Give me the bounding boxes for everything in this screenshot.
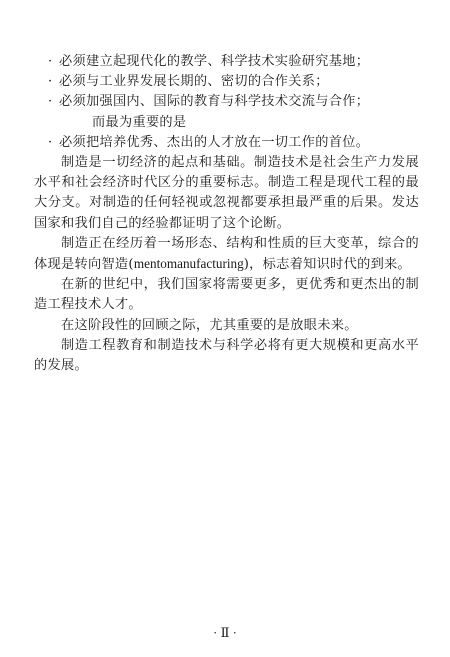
paragraph-future-development <box>34 336 419 376</box>
page-body <box>34 52 419 376</box>
bullet-dot: · <box>48 54 53 69</box>
paragraph-line: )，标志着知识时代的到来。 <box>243 257 412 273</box>
bullet-text: 必须把培养优秀、杰出的人才放在一切工作的首位。 <box>59 134 370 150</box>
lead-in-text: 而最为重要的是 <box>92 114 187 130</box>
paragraph-line: 制造是一切经济的起点和基础。制造技术是社会生产力发展水平 <box>34 155 419 191</box>
paragraph-looking-ahead <box>34 316 419 336</box>
paragraph-manufacturing-foundation <box>34 153 419 234</box>
paragraph-line: 在这阶段性的回顾之际，尤其重要的是放眼未来。 <box>61 317 358 333</box>
bullet-text: 必须加强国内、国际的教育与科学技术交流与合作； <box>59 94 370 110</box>
paragraph-manufacturing-transformation <box>34 234 419 275</box>
paragraph-line: 技术人才。 <box>74 297 142 313</box>
bullet-text: 必须建立起现代化的教学、科学技术实验研究基地； <box>59 54 370 69</box>
bullet-item <box>34 92 419 112</box>
paragraph-line: 展。 <box>60 358 88 374</box>
paragraph-line: 己的经验都证明了这个论断。 <box>114 215 291 231</box>
paragraph-line: 在新的世纪中，我们国家将需要更多，更优秀和更杰出的制造工程 <box>34 277 419 313</box>
bullet-text: 必须与工业界发展长期的、密切的合作关系； <box>59 74 329 90</box>
paragraph-line: 对制造的任何轻视或忽视都要承担最严重的后果。发达国家和我们自 <box>34 195 420 231</box>
bullet-dot: · <box>48 94 53 110</box>
bullet-item <box>34 52 419 72</box>
paragraph-line: 和社会经济时代区分的重要标志。制造工程是现代工程的最大分支。 <box>34 175 419 211</box>
english-term: mentomanufacturing <box>133 256 244 272</box>
bullet-dot: · <box>48 74 53 90</box>
bullet-item <box>34 72 419 92</box>
paragraph-line: 制造正在经历着一场形态、结构和性质的巨大变革，综合的体现是 <box>34 235 419 273</box>
bullet-item <box>34 133 419 153</box>
page-number: · Ⅱ · <box>213 625 237 640</box>
paragraph-talent-need <box>34 275 419 315</box>
paragraph-line: 转向智造( <box>74 257 134 273</box>
paragraph-line: 制造工程教育和制造技术与科学必将有更大规模和更高水平的发 <box>34 337 419 374</box>
bullet-dot: · <box>48 134 53 150</box>
